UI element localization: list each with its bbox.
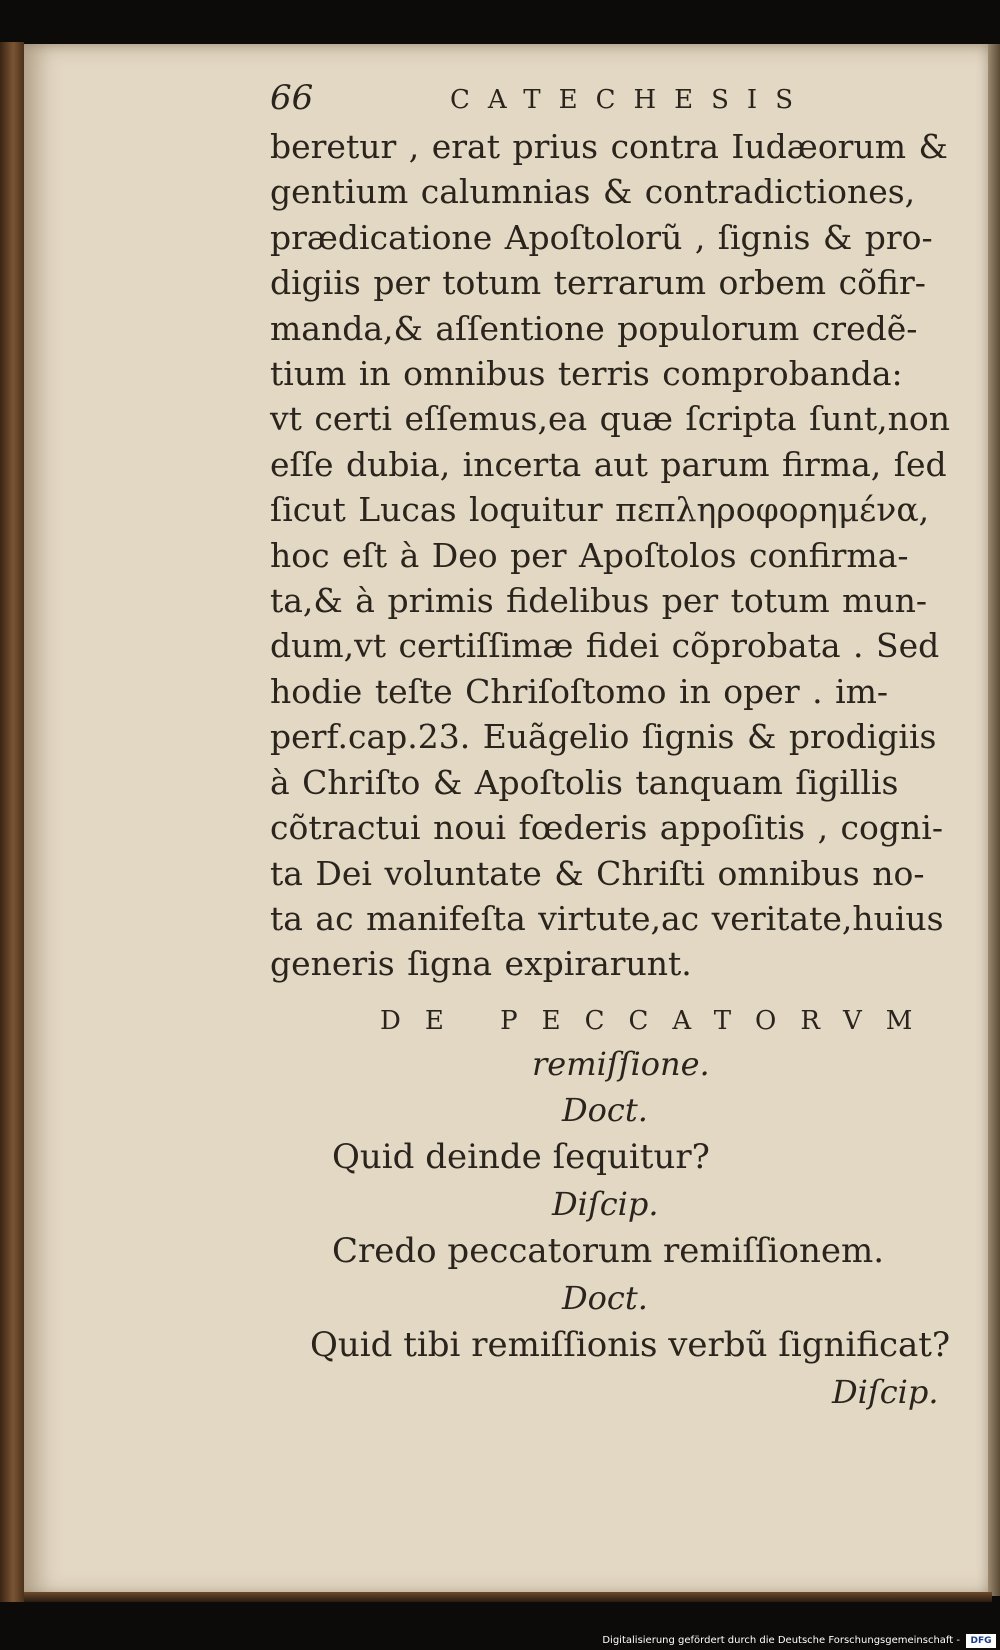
- book-cover-edge: [0, 42, 24, 1602]
- funding-note: Digitalisierung gefördert durch die Deutsche Forschungsgemeinschaft -: [602, 1635, 960, 1646]
- body-line: vt certi eſſemus,ea quæ ſcripta ſunt,non: [270, 399, 950, 439]
- body-line: beretur , erat prius contra Iudæorum &: [270, 127, 948, 166]
- student-answer: Credo peccatorum remiſſionem.: [332, 1230, 885, 1271]
- catechism-dialogue: [270, 1087, 960, 1415]
- teacher-speaker-label: Doct.: [562, 1278, 648, 1317]
- page-text-block: [270, 74, 960, 1415]
- body-line: hodie teſte Chriſoſtomo in oper . im-: [270, 671, 889, 711]
- page-fore-edge: [988, 44, 1000, 1596]
- body-line: ta Dei voluntate & Chriſti omnibus no-: [270, 853, 925, 893]
- body-line: generis ſigna expirarunt.: [270, 944, 692, 984]
- teacher-question: Quid tibi remiſſionis verbũ ſignificat?: [310, 1324, 951, 1365]
- body-line: ſicut Lucas loquitur πεπληροφορημένα,: [270, 490, 930, 530]
- body-line: gentium calumnias & contradictiones,: [270, 172, 916, 212]
- book-bottom-edge: [24, 1592, 992, 1602]
- body-line: à Chriſto & Apoſtolis tanquam ſigillis: [270, 762, 899, 802]
- body-line: dum,vt certiſſimæ fidei cõprobata . Sed: [270, 626, 940, 666]
- section-subtitle: remiſſione.: [532, 1044, 710, 1083]
- teacher-speaker-label: Doct.: [562, 1090, 648, 1129]
- body-line: ta ac manifeſta virtute,ac veritate,huius: [270, 898, 944, 938]
- student-speaker-label: Diſcip.: [832, 1372, 939, 1411]
- student-speaker-label: Diſcip.: [552, 1184, 659, 1223]
- body-line: cõtractui noui fœderis appoſitis , cogni-: [270, 808, 943, 848]
- running-head: CATECHESIS: [450, 85, 812, 115]
- teacher-question: Quid deinde ſequitur?: [332, 1136, 710, 1177]
- page-number: 66: [270, 78, 314, 118]
- body-line: manda,& aſſentione populorum credẽ-: [270, 308, 918, 348]
- section-title: DE PECCATORVM: [380, 1005, 937, 1036]
- body-line: digiis per totum terrarum orbem cõfir-: [270, 263, 926, 303]
- page-header: [270, 74, 960, 124]
- body-line: ta,& à primis fidelibus per totum mun-: [270, 581, 928, 621]
- body-line: hoc eſt à Deo per Apoſtolos confirma-: [270, 535, 909, 575]
- body-line: prædicatione Apoſtolorũ , ſignis & pro-: [270, 217, 933, 257]
- body-paragraph: [270, 124, 960, 987]
- dfg-logo: DFG: [966, 1634, 996, 1648]
- body-line: eſſe dubia, incerta aut parum firma, ſed: [270, 444, 947, 484]
- body-line: perf.cap.23. Euãgelio ſignis & prodigiis: [270, 717, 937, 757]
- body-line: tium in omnibus terris comprobanda:: [270, 354, 903, 394]
